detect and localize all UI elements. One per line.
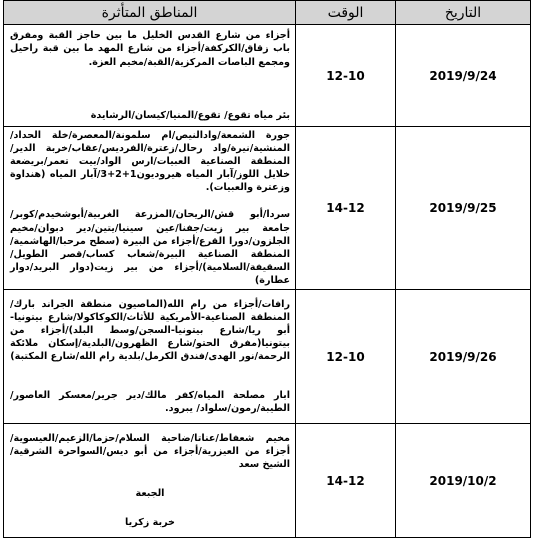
areas-paragraph: الجبعة [135,488,165,500]
row-time: 12-10 [296,25,396,127]
row-areas [4,25,296,127]
header-row [4,1,531,25]
row-areas [4,424,296,538]
table-row [4,424,531,538]
areas-paragraph: سردا/أبو قش/الريحان/المزرعة الغربية/أبوشخيدم/كوبر/جامعة بير زيت/جفنا/عين سينيا/يتين/دير دبوان/مخيم الجلزون/دورا القرع/أجزاء من البيرة (سطح مرحبا/الهاشمية/المنطقة الصناعية البيرة/شعاب كساب/قصر الطويل/السقيفة/السلامية)/أجزاء من بير زيت(دوار البريد/دوار عطارة) [10,209,290,286]
row-time: 14-12 [296,127,396,290]
row-time: 14-12 [296,424,396,538]
schedule-table [3,0,531,538]
row-areas [4,290,296,424]
areas-paragraph: بئر مياه تقوع/ تقوع/المنيا/كيسان/الرشايدة [90,109,290,121]
row-date: 2019/9/24 [396,25,531,127]
row-time: 12-10 [296,290,396,424]
areas-paragraph: جورة الشمعة/وادالنيص/ام سلمونة/المعصرة/خلة الحداد/المنشية/نيرة/واد رحال/زعترة/الفرديس/عقاب/خربة الدير/المنطقة الصناعية العبيات/ارس الواد/بيت تعمر/بريضعة خلايل اللوز/آبار المياه هيروديون1+2+3/آبار المياه (هنداوة وزعترة والعبيات). [10,130,291,194]
row-date: 2019/10/2 [396,424,531,538]
row-areas [4,127,296,290]
areas-paragraph: مخيم شعفاط/عناتا/ضاحية السلام/حزما/الزعيم/العيسوية/أجزاء من العيزرية/أجزاء من أبو ديس/السواحرة الشرقية/الشيخ سعد [10,432,290,470]
areas-paragraph: خربة زكريا [125,517,175,529]
table-row [4,290,531,424]
header-areas: المناطق المتأثرة [4,1,296,25]
header-time: الوقت [296,1,396,25]
header-date: التاريخ [396,1,531,25]
areas-paragraph: ابار مصلحة المياه/كفر مالك/دير جرير/معسكر العاصور/الطيبة/رمون/سلواد/ يبرود. [10,390,290,415]
areas-paragraph: رافات/أجزاء من رام الله(الماصيون منطقة الجراند بارك/المنطقة الصناعية-الأمريكية للأثاث/الكوكاكولا/شارع بيتونيا-أبو ريا/شارع بيتونيا-السجن/وسط البلد)/أجزاء من بيتونيا(مفرق الحتو/شارع الظهرون/البلدية/إسكان ملائكة الرحمة/نور الهدى/فندق الكرمل/بلدية رام الله/شارع المكتبة) [10,298,290,363]
row-date: 2019/9/25 [396,127,531,290]
table-row [4,127,531,290]
areas-paragraph: أجزاء من شارع القدس الخليل ما بين حاجز القبة ومفرق باب زقاق/الكركفة/أجزاء من شارع المهد ما بين قبة راحيل ومجمع الباصات المركزية/القبة/مخيم العزة. [10,30,290,68]
row-date: 2019/9/26 [396,290,531,424]
table-row [4,25,531,127]
